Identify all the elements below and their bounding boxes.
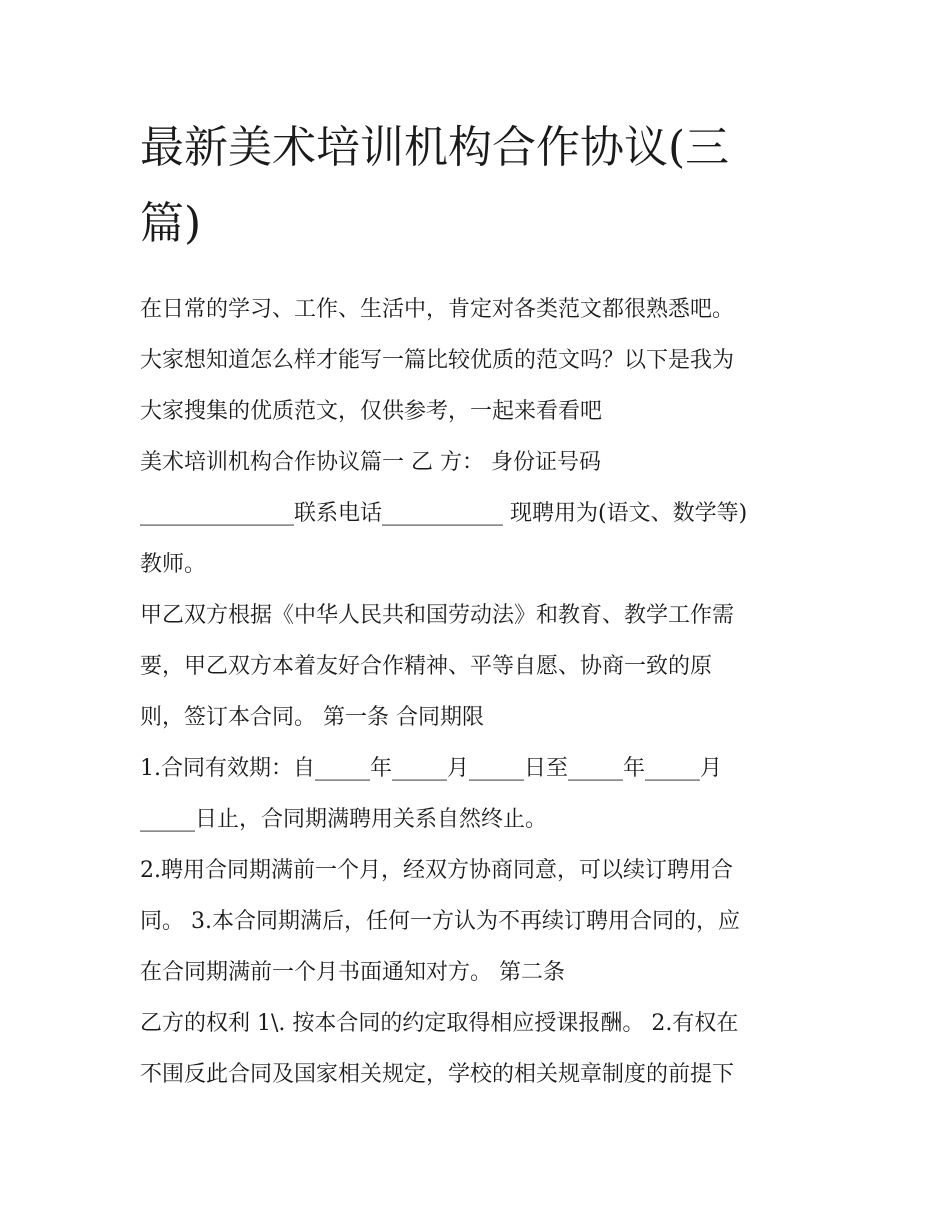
intro-paragraph [140, 284, 812, 437]
text-line: ______________联系电话___________ 现聘用为(语文、数学等) [140, 501, 748, 526]
text-line: _____日止，合同期满聘用关系自然终止。 [140, 807, 548, 832]
text-line: 2.聘用合同期满前一个月，经双方协商同意，可以续订聘用合 [140, 858, 733, 883]
text-line: 同。 3.本合同期满后，任何一方认为不再续订聘用合同的，应 [140, 909, 740, 934]
party-b-rights-paragraph [140, 998, 812, 1100]
text-line: 教师。 [140, 552, 207, 577]
text-line: 大家搜集的优质范文，仅供参考，一起来看看吧 [140, 399, 603, 424]
text-line: 要，甲乙双方本着友好合作精神、平等自愿、协商一致的原 [140, 654, 713, 679]
text-line: 在日常的学习、工作、生活中，肯定对各类范文都很熟悉吧。 [140, 297, 735, 322]
text-line: 在合同期满前一个月书面通知对方。 第二条 [140, 960, 565, 985]
title-line: 篇) [140, 198, 202, 249]
text-line: 大家想知道怎么样才能写一篇比较优质的范文吗？以下是我为 [140, 348, 735, 373]
agreement-basis-paragraph [140, 590, 812, 743]
renewal-paragraph [140, 845, 812, 998]
title-line: 最新美术培训机构合作协议(三 [140, 122, 730, 173]
text-line: 乙方的权利 1\. 按本合同的约定取得相应授课报酬。 2.有权在 [140, 1011, 739, 1036]
text-line: 美术培训机构合作协议篇一 乙 方： 身份证号码 [140, 450, 601, 475]
text-line: 不围反此合同及国家相关规定，学校的相关规章制度的前提下 [140, 1062, 735, 1087]
text-line: 则，签订本合同。 第一条 合同期限 [140, 705, 484, 730]
text-line: 1.合同有效期：自_____年_____月_____日至_____年_____月 [140, 756, 722, 781]
text-line: 甲乙双方根据《中华人民共和国劳动法》和教育、教学工作需 [140, 603, 735, 628]
section-heading-paragraph [140, 437, 812, 590]
document-body [140, 284, 812, 1100]
contract-term-paragraph [140, 743, 812, 845]
document-title [140, 110, 812, 262]
document-page [140, 110, 812, 1100]
